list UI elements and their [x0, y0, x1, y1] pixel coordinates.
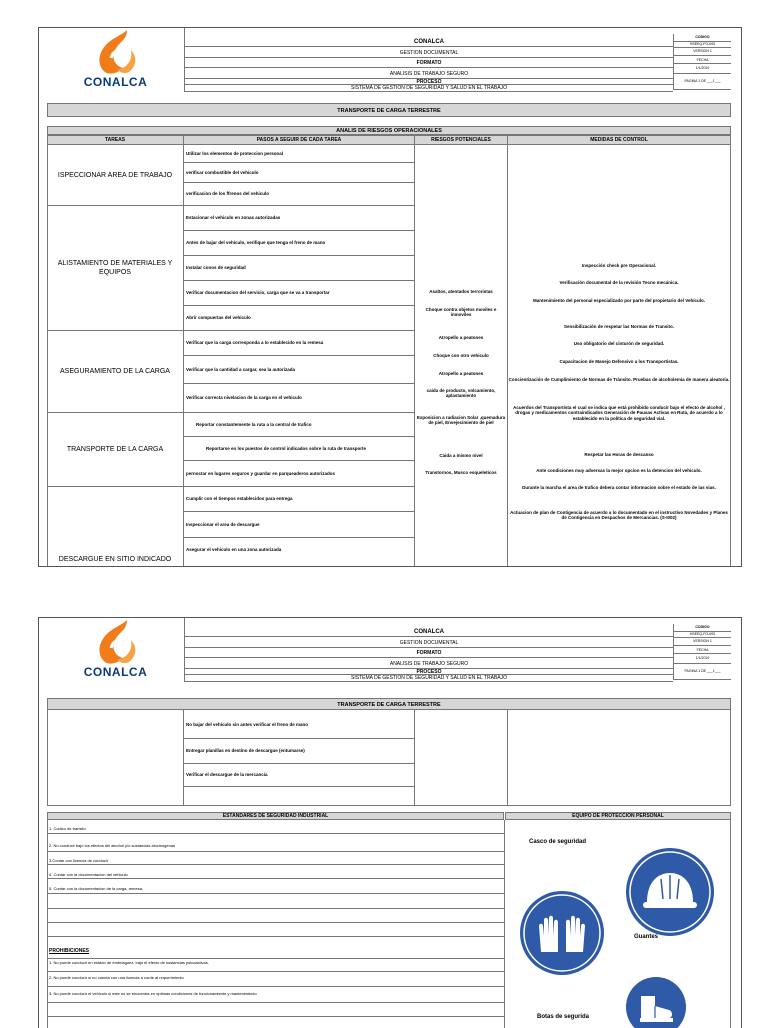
format-label: FORMATO — [185, 58, 673, 68]
conalca-flame-icon — [47, 618, 185, 668]
code-label: CODIGO — [673, 624, 731, 632]
standard-item: 4. Contar con la documentacion del vehiculo — [49, 872, 128, 877]
prohibition-item: 3. No puede conducir el vehiculo si este no se encuentra en optimas condiciones de funcionamiento y mantenimiento — [49, 991, 257, 996]
step-item: Estacionar el vehiculo en zonas autorizadas — [186, 215, 281, 221]
col-controls: MEDIDAS DE CONTROL — [590, 137, 648, 143]
control-item: Ante condiciones muy adversas la mejor opcion es la detencion del vehiculo. — [536, 468, 702, 473]
control-item: Respetar las Horas de descanso — [584, 452, 654, 457]
risk-item: Transtornos, Musco esqueleticos — [425, 470, 497, 475]
risk-item: Choque con otro vehiculo — [433, 353, 489, 358]
conalca-flame-icon — [47, 28, 185, 78]
boots-icon — [625, 976, 687, 1028]
logo-text: CONALCA — [83, 75, 148, 89]
code-label: CODIGO — [673, 34, 731, 42]
task-item: ALISTAMIENTO DE MATERIALES Y EQUIPOS — [57, 259, 173, 276]
company-name: CONALCA — [185, 618, 673, 637]
version: VERSION 1 — [673, 638, 731, 646]
boots-label: Botas de segurida — [537, 1014, 590, 1020]
task-item: ASEGURAMIENTO DE LA CARGA — [60, 367, 170, 375]
step-item: No bajar del vehiculo sin antes verificar el freno de mano — [186, 722, 309, 728]
analysis-section-title: ANALIS DE RIESGOS OPERACIONALES — [47, 126, 731, 135]
prohibitions-title: PROHIBICIONES — [49, 948, 90, 954]
company-logo — [47, 28, 185, 92]
date-label: FECHA — [673, 56, 731, 64]
risk-item: Choque contra objetos moviles e inmoviles — [425, 307, 497, 318]
risk-item: caida de producto, volcamiento, aplastamiento — [426, 388, 496, 399]
step-item: Utilizar los elementos de proteccion personal — [186, 151, 284, 157]
control-item: Inspección check pre Operacional. — [581, 263, 657, 268]
date-value: 1/1/2019 — [673, 64, 731, 74]
page-2 — [38, 617, 742, 1028]
format-label: FORMATO — [185, 648, 673, 658]
doc-type: GESTION DOCUMENTAL — [185, 47, 673, 58]
step-item: Reportarse en los puestos de control indicados sobre la ruta de transporte — [206, 445, 367, 451]
doc-type: GESTION DOCUMENTAL — [185, 637, 673, 648]
step-item: Asegurar el vehiculo en una zona autorizada — [186, 547, 282, 553]
step-item: Verificar que la carga corresponda a lo establecido en la remesa — [186, 340, 324, 346]
code-value: HSEEQ-FO-000 — [673, 42, 731, 48]
step-item: Instalar conos de seguridad — [186, 265, 246, 271]
standard-item: 1. Codico de transito — [49, 826, 86, 831]
control-item: Durante la marcha el area de trafico debera contar informacion sobre el estado de las vias. — [522, 485, 716, 490]
standard-item: 5. Contar con la documentacion de la carga, remesa, — [49, 886, 144, 891]
page-number: PAGINA 1 DE ___1___ — [673, 664, 731, 680]
prohibition-item: 1. No puede conducir en estado de embriaguez, bajo el efecto de sustancias psicoactivas. — [49, 960, 209, 965]
standard-item: 3.Contar con licencia de conducir — [49, 858, 109, 863]
helmet-label: Casco de seguridad — [529, 839, 587, 845]
task-item: DESCARGUE EN SITIO INDICADO — [58, 556, 172, 563]
col-risks: RIESGOS POTENCIALES — [431, 137, 491, 143]
document-header — [39, 28, 739, 92]
date-label: FECHA — [673, 646, 731, 654]
prohibition-item: 2. No puede conducir si no cuenta con una licencia a corde al requerimiento — [49, 975, 184, 980]
company-logo — [47, 618, 185, 682]
step-item: Entregar planillas en destino de descargue (entumarse) — [186, 748, 305, 754]
control-item: Verificación documental de la revisión Tecno mecánica. — [559, 280, 679, 285]
risk-item: Atropello a peatones — [438, 371, 484, 376]
process-label: PROCESO — [185, 79, 673, 85]
page-number: PAGINA 1 DE ___1___ — [673, 74, 731, 90]
risk-item: Exposicion a radiacion Solar ,quemadura de piel, Envejecimiento de piel — [416, 415, 506, 426]
control-item: Concientización de Cumplimiento de Normas de Tránsito. Pruebas de alcoholemia de manera aleatoria. — [508, 377, 730, 382]
control-item: Uso obligatorio del cinturón de seguridad. — [573, 341, 665, 346]
step-item: Verificar el descargue de la mercancia — [186, 772, 268, 778]
process-label: PROCESO — [185, 669, 673, 675]
document-title: TRANSPORTE DE CARGA TERRESTRE — [47, 103, 731, 117]
col-steps: PASOS A SEGUIR DE CADA TAREA — [256, 137, 342, 143]
step-item: Cumplir con el tiempos establecidos para entrega — [186, 496, 293, 502]
process-name: SISTEMA DE GESTION DE SEGURIDAD Y SALUD EN EL TRABAJO — [185, 675, 673, 682]
version: VERSION 1 — [673, 48, 731, 56]
step-item: Verificar correcta nivelacion de la carga en el vehiculo — [186, 395, 302, 401]
document-title: TRANSPORTE DE CARGA TERRESTRE — [47, 698, 731, 710]
process-name: SISTEMA DE GESTION DE SEGURIDAD Y SALUD EN EL TRABAJO — [185, 85, 673, 92]
step-item: Verificar que la cantidad a cargar, sea la autorizada — [186, 366, 296, 372]
page-1 — [38, 27, 742, 567]
col-tasks: TAREAS — [104, 137, 126, 143]
risk-item: Asaltos, atentados terroristas — [429, 289, 493, 294]
control-item: Actuacion de plan de Contigencia de acuerdo a lo documentado en el instructivo Novedades y Planes de Contigencia en Despachos de Mercancias. (S-I002) — [510, 510, 728, 521]
step-item: pernoctar en lugares seguros y guardar en parqueaderos autorizados — [186, 470, 336, 476]
step-item: Abrir compuertas del vehiculo — [186, 315, 251, 321]
standard-item: 2. No conducir bajo los efectos del alcohol y/o sustancias alucinogenas — [49, 843, 176, 848]
format-name: ANALISIS DE TRABAJO SEGURO — [185, 658, 673, 669]
code-value: HSEEQ-FO-000 — [673, 632, 731, 638]
format-name: ANALISIS DE TRABAJO SEGURO — [185, 68, 673, 79]
control-item: Capacitacion de Manejo Defensivo a los Transportistas. — [559, 359, 679, 364]
document-header — [39, 618, 739, 682]
company-name: CONALCA — [185, 28, 673, 47]
step-item: Inspeccionar el area de descargue — [186, 521, 260, 527]
helmet-icon — [625, 847, 715, 937]
date-value: 1/1/2019 — [673, 654, 731, 664]
standards-title: ESTANDARES DE SEGURIDAD INDUSTRIAL — [47, 812, 504, 820]
step-item: verificacion de los ffrenos del vehiculo — [186, 191, 270, 197]
control-item: Mantenimiento del personal especializado por parte del propietario del Vehículo. — [532, 298, 706, 303]
step-item: Verificar documentacion del servicio, carga que se va a transportar — [186, 290, 330, 296]
step-item: Reportar constantemente la ruta a la central de trafico — [196, 421, 312, 427]
gloves-icon — [519, 890, 605, 976]
control-item: Acuerdos del Transportista el cual se indica que está prohibido conducir bajo el efecto de alcohol , drogas y medicamentos contraindicados Generación de Pausas Activas en Ruta, de acuerdo a lo establecido en la política de seguridad vial. — [513, 405, 725, 421]
task-item: TRANSPORTE DE LA CARGA — [66, 445, 164, 453]
ppe-title: EQUIPO DE PROTECCION PERSONAL — [505, 812, 731, 820]
gloves-label: Guantes — [634, 934, 659, 940]
control-item: Sensibilización de respetar las Normas de Transito. — [563, 324, 675, 329]
step-item: Antes de bajar del vehículo, verifique que tenga el freno de mano — [186, 240, 326, 246]
step-item: verificar combustible del vehiculo — [186, 169, 259, 175]
risk-item: Caida a mismo nivel — [439, 453, 483, 458]
logo-text: CONALCA — [83, 665, 148, 679]
task-item: ISPECCIONAR AREA DE TRABAJO — [57, 171, 173, 179]
risk-item: Atropello a peatones — [438, 335, 484, 340]
